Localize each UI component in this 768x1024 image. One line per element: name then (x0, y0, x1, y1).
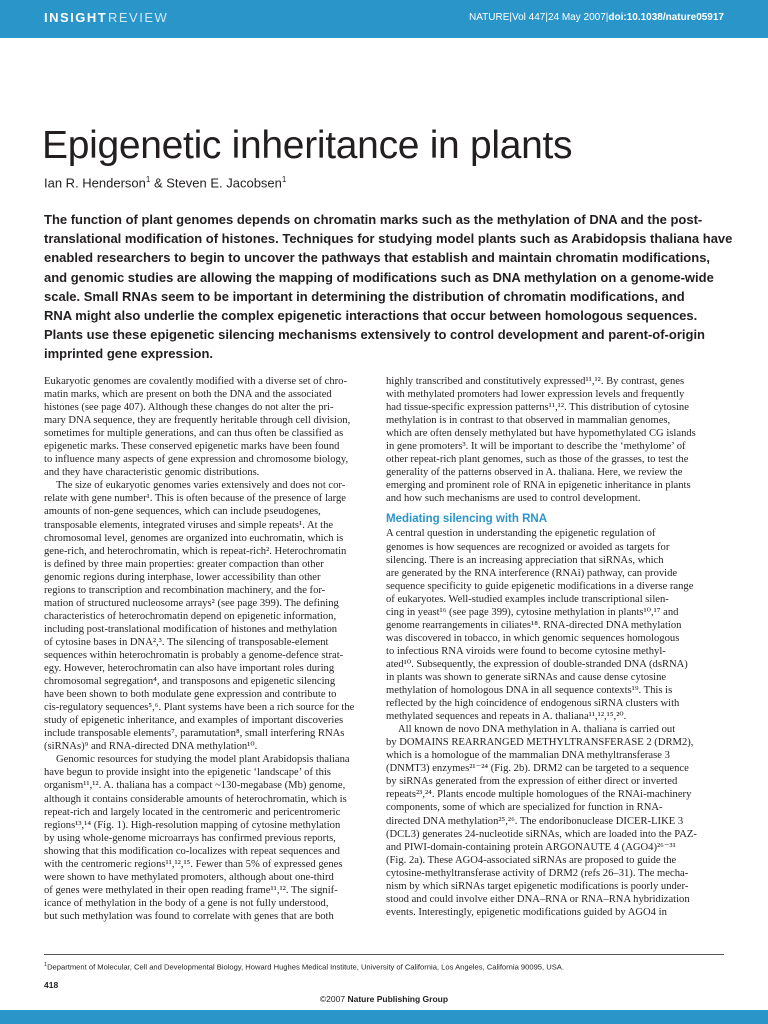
body-text-line: in plants was shown to generate siRNAs and cause dense cytosine (386, 671, 667, 683)
body-text-line: directed DNA methylation²⁵,²⁶. The endoribonuclease DICER-LIKE 3 (386, 815, 684, 827)
body-text-line: in gene promoters³. It will be important to describe the ‘methylome’ of (386, 441, 686, 453)
body-text-line: mation of structured nucleosome arrays² (see page 399). The defining (44, 597, 339, 609)
body-text-line: The size of eukaryotic genomes varies extensively and does not cor- (56, 480, 346, 492)
body-text-line: methylation is in contrast to that observed in mammalian genomes, (386, 415, 671, 427)
body-text-line: silencing. There is an increasing appreciation that siRNAs, which (386, 554, 664, 566)
body-text-line: organism¹¹,¹². A. thaliana has a compact ~130-megabase (Mb) genome, (44, 780, 346, 792)
abstract-line: and genomic studies are allowing the mapping of modifications such as DNA methylation on a genome-wide (44, 269, 714, 285)
body-text-line: of genes were methylated in their open reading frame¹¹,¹². The signif- (44, 884, 338, 896)
body-text-line: egy. However, heterochromatin can also have important roles during (44, 663, 335, 675)
body-text-line: had tissue-specific expression patterns¹¹,¹². This distribution of cytosine (386, 402, 689, 414)
body-text-line: (siRNAs)⁹ and RNA-directed DNA methylation¹⁰. (44, 741, 258, 753)
body-text-line: stood and could involve either DNA–RNA or RNA–RNA hybridization (386, 893, 690, 905)
body-column-right-section (386, 527, 714, 918)
body-column-right-intro (386, 375, 714, 505)
body-text-line: cytosine-methyltransferase activity of DRM2 (refs 26–31). The mecha- (386, 867, 689, 879)
abstract (44, 210, 733, 364)
body-text-line: including post-translational modification of histones and methylation (44, 623, 338, 635)
body-text-line: have been shown to both modulate gene expression and contribute to (44, 689, 337, 701)
citation-text: NATURE|Vol 447|24 May 2007| (469, 12, 609, 23)
body-text-line: matin marks, which are present on both the DNA and the associated (44, 389, 332, 401)
body-text-line: characteristics of heterochromatin depend on epigenetic information, (44, 610, 337, 622)
footnote-marker: 1 (44, 962, 48, 968)
affiliation-marker-2: 1 (281, 175, 287, 184)
abstract-line: scale. Small RNAs seem to be important in determining the distribution of chromatin modifications, and (44, 288, 685, 304)
body-text-line: include transposable elements⁷, paramutation⁸, small interfering RNAs (44, 728, 345, 740)
body-text-line: highly transcribed and constitutively expressed¹¹,¹². By contrast, genes (386, 376, 685, 387)
body-text-line: are generated by the RNA interference (RNAi) pathway, can provide (386, 567, 678, 579)
body-text-line: components, some of which are specialized for function in RNA- (386, 802, 663, 814)
body-text-line: mary DNA sequence, they are frequently heritable through cell division, (44, 415, 351, 427)
body-text-line: which is a homologue of the mammalian DNA methyltransferase 3 (386, 750, 670, 762)
body-text-line: with methylated promoters had lower expression levels and frequently (386, 389, 685, 401)
author-1: Ian R. Henderson (44, 175, 146, 191)
body-text-line: of eukaryotes. Well-studied examples include transcriptional silen- (386, 593, 669, 605)
body-column-left (44, 375, 372, 923)
section-label: INSIGHT (44, 10, 108, 25)
article-title: Epigenetic inheritance in plants (42, 124, 573, 167)
body-text-line: cis-regulatory sequences⁵,⁶. Plant systems have been a rich source for the (44, 702, 355, 714)
body-text-line: although it contains considerable amounts of heterochromatin, which is (44, 793, 347, 805)
body-text-line: genome rearrangements in ciliates¹⁸. RNA-directed DNA methylation (386, 619, 682, 631)
body-text-line: nism by which siRNAs target epigenetic modifications is poorly under- (386, 880, 689, 892)
body-text-line: with the centromeric regions¹¹,¹²,¹⁵. Fewer than 5% of expressed genes (44, 858, 343, 870)
body-text-line: ated¹⁰. Subsequently, the expression of double-stranded DNA (dsRNA) (386, 658, 688, 670)
body-text-line: regions¹³,¹⁴ (Fig. 1). High-resolution mapping of cytosine methylation (44, 819, 341, 831)
body-text-line: is defined by three main properties: greater compaction than other (44, 558, 324, 570)
body-text-line: was discovered in tobacco, in which genomic sequences homologous (386, 632, 680, 644)
header-band (0, 0, 768, 38)
footer-band (0, 1010, 768, 1024)
body-text-line: showing that this modification co-localizes with repeat sequences and (44, 845, 340, 857)
body-text-line: A central question in understanding the epigenetic regulation of (386, 528, 656, 540)
body-text-line: events. Interestingly, epigenetic modifications guided by AGO4 in (386, 906, 667, 918)
body-text-line: histones (see page 407). Although these changes do not alter the pri- (44, 402, 334, 414)
body-text-line: have begun to provide insight into the epigenetic ‘landscape’ of this (44, 767, 331, 779)
body-text-line: sometimes for multiple generations, and can thus often be classified as (44, 428, 344, 440)
body-text-line: sequences within heterochromatin is probably a genome-defence strat- (44, 649, 344, 661)
body-text-line: All known de novo DNA methylation in A. thaliana is carried out (398, 724, 676, 736)
body-text-line: to influence many aspects of gene expression and chromosome biology, (44, 454, 349, 466)
body-text-line: and how such mechanisms are used to control development. (386, 493, 641, 505)
author-2: & Steven E. Jacobsen (150, 175, 282, 191)
body-text-line: icance of methylation in the body of a gene is not fully understood, (44, 897, 329, 909)
body-text-line: (Fig. 2a). These AGO4-associated siRNAs are proposed to guide the (386, 854, 677, 866)
body-text-line: were shown to have methylated promoters, although about one-third (44, 871, 334, 883)
abstract-line: imprinted gene expression. (44, 346, 214, 362)
copyright-notice (0, 994, 768, 1004)
body-text-line: genomes is how sequences are recognized or avoided as targets for (386, 541, 670, 553)
footnote-text: Department of Molecular, Cell and Developmental Biology, Howard Hughes Medical Institute, University of California, Los Angeles, California 90095, USA. (47, 962, 564, 972)
section-heading: Mediating silencing with RNA (386, 513, 548, 526)
abstract-line: enabled researchers to begin to uncover the pathways that establish and maintain chromatin modifications, (44, 250, 711, 266)
abstract-line: translational modification of histones. Techniques for studying model plants such as Arabidopsis thaliana have (44, 231, 733, 247)
body-text-line: repeats²³,²⁴. Plants encode multiple homologues of the RNAi-machinery (386, 789, 692, 801)
body-text-line: relate with gene number¹. This is often because of the presence of large (44, 493, 346, 505)
section-type: REVIEW (108, 10, 169, 25)
publisher-name: Nature Publishing Group (347, 994, 449, 1004)
body-text-line: epigenetic marks. These conserved epigenetic marks have been found (44, 441, 340, 453)
body-text-line: chromosomal level, genomes are organized into euchromatin, which is (44, 532, 344, 544)
body-text-line: by using whole-genome microarrays has confirmed previous reports, (44, 832, 336, 844)
body-text-line: methylation of homologous DNA in all sequence contexts¹⁹. This is (386, 685, 673, 697)
body-text-line: study of epigenetic inheritance, and examples of important discoveries (44, 715, 344, 727)
body-text-line: and PIWI-domain-containing protein ARGONAUTE 4 (AGO4)²⁶⁻³¹ (386, 841, 676, 853)
body-text-line: (DNMT3) enzymes²¹⁻²⁴ (Fig. 2b). DRM2 can be targeted to a sequence (386, 763, 689, 775)
body-text-line: reflected by the high coincidence of endogenous siRNA clusters with (386, 698, 680, 710)
body-text-line: genomic regions during interphase, lower accessibility than other (44, 571, 321, 583)
body-text-line: chromosomal segregation⁴, and transposons and epigenetic silencing (44, 676, 336, 688)
affiliation-marker-1: 1 (145, 175, 151, 184)
body-text-line: sequence specificity to guide epigenetic modifications in a diverse range (386, 580, 694, 592)
body-text-line: Eukaryotic genomes are covalently modified with a diverse set of chro- (44, 376, 347, 387)
body-text-line: of cytosine bases in DNA²,³. The silencing of transposable-element (44, 636, 329, 648)
body-text-line: cing in yeast¹⁶ (see page 399), cytosine methylation in plants¹⁰,¹⁷ and (386, 606, 679, 618)
body-text-line: generality of the patterns observed in A. thaliana. Here, we review the (386, 467, 683, 479)
body-text-line: emerging and prominent role of RNA in epigenetic inheritance in plants (386, 480, 691, 492)
body-text-line: Genomic resources for studying the model plant Arabidopsis thaliana (56, 754, 350, 766)
body-text-line: which are often densely methylated but have hypomethylated CG islands (386, 428, 696, 440)
body-text-line: transposable elements, integrated viruses and simple repeats¹. At the (44, 519, 334, 531)
footnote-divider (44, 954, 724, 955)
body-text-line: repeat-rich and largely located in the centromeric and pericentromeric (44, 806, 341, 818)
body-text-line: and they have characteristic genomic distributions. (44, 467, 260, 479)
body-text-line: gene-rich, and heterochromatin, which is repeat-rich². Heterochromatin (44, 545, 347, 557)
body-text-line: by siRNAs generated from the expression of either direct or inverted (386, 776, 678, 788)
body-text-line: methylated sequences and repeats in A. thaliana¹¹,¹²,¹⁵,²⁰. (386, 711, 627, 723)
doi-link[interactable]: doi:10.1038/nature05917 (608, 12, 724, 23)
page-number: 418 (44, 980, 59, 990)
journal-citation (469, 12, 724, 23)
body-text-line: but such methylation was found to correlate with genes that are both (44, 910, 334, 922)
body-text-line: regions to transcription and recombination machinery, and the for- (44, 584, 326, 596)
abstract-line: The function of plant genomes depends on chromatin marks such as the methylation of DNA and the post- (44, 212, 703, 227)
body-text-line: amounts of non-gene sequences, which can include pseudogenes, (44, 506, 321, 518)
abstract-line: RNA might also underlie the complex epigenetic interactions that occur between homologous sequences. (44, 308, 698, 324)
body-text-line: (DCL3) generates 24-nucleotide siRNAs, which are loaded into the PAZ- (386, 828, 697, 840)
abstract-line: Plants use these epigenetic silencing mechanisms extensively to control development and parent-of-origin (44, 327, 705, 343)
body-text-line: to infectious RNA viroids were found to become cytosine methyl- (386, 645, 666, 657)
affiliation-footnote (44, 962, 564, 972)
copyright-symbol-year: ©2007 (319, 994, 348, 1004)
body-text-line: by DOMAINS REARRANGED METHYLTRANSFERASE 2 (DRM2), (386, 737, 694, 749)
body-text-line: other repeat-rich plant genomes, such as those of the grasses, to test the (386, 454, 689, 466)
author-list (44, 175, 286, 190)
body-column-right (386, 375, 714, 919)
